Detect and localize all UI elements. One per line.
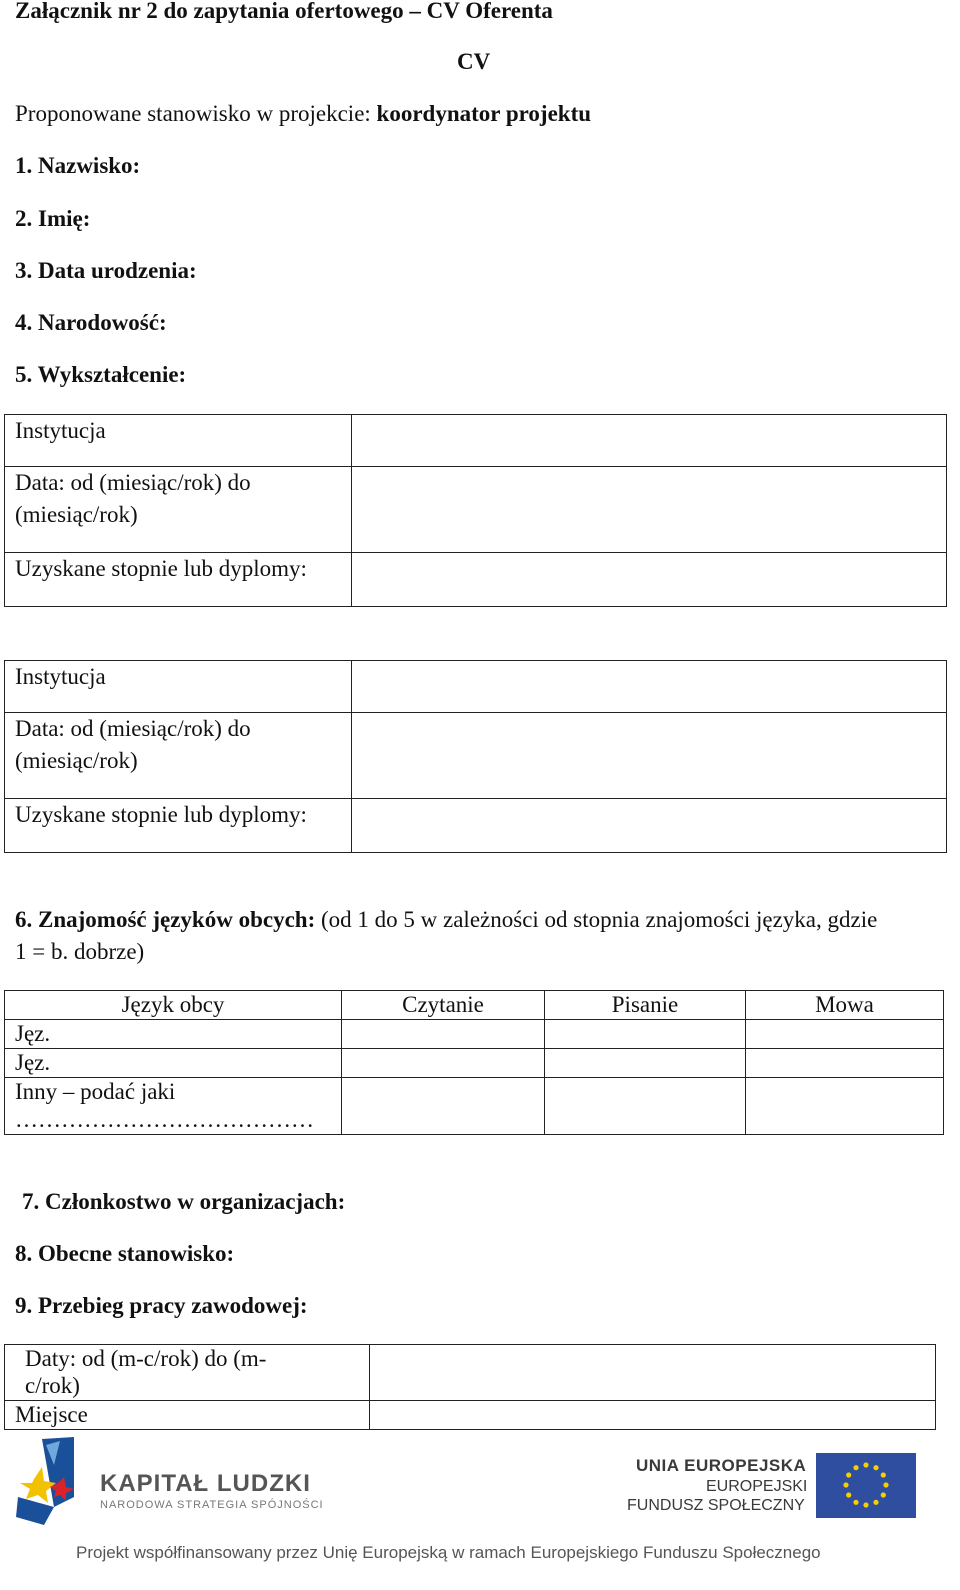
work-place-label: Miejsce [5, 1401, 370, 1430]
writing-cell[interactable] [545, 1078, 746, 1135]
education-table-1 [4, 414, 947, 607]
field-nationality: 4. Narodowość: [15, 310, 167, 335]
annex-title: Załącznik nr 2 do zapytania ofertowego – CV Oferenta [15, 0, 553, 23]
cv-title: CV [457, 49, 491, 74]
languages-heading: 6. Znajomość języków obcych: (od 1 do 5 w zależności od stopnia znajomości języka, gdzie [15, 907, 878, 932]
writing-cell[interactable] [545, 1049, 746, 1078]
ue-line3: FUNDUSZ SPOŁECZNY [627, 1497, 805, 1514]
reading-cell[interactable] [342, 1020, 545, 1049]
cofinance-note: Projekt współfinansowany przez Unię Europejską w ramach Europejskiego Funduszu Społecznego [76, 1543, 821, 1562]
eu-flag-icon [816, 1453, 916, 1518]
institution-label: Instytucja [5, 415, 352, 467]
degrees-value-cell[interactable] [352, 799, 947, 853]
institution-value-cell[interactable] [352, 661, 947, 713]
languages-table [4, 990, 944, 1135]
work-dates-value-cell[interactable] [370, 1345, 936, 1401]
col-speaking: Mowa [746, 991, 944, 1020]
degrees-label: Uzyskane stopnie lub dyplomy: [5, 553, 352, 607]
field-first-name: 2. Imię: [15, 206, 91, 231]
proposed-position-value: koordynator projektu [376, 101, 592, 126]
degrees-value-cell[interactable] [352, 553, 947, 607]
reading-cell[interactable] [342, 1049, 545, 1078]
field-birth-date: 3. Data urodzenia: [15, 258, 197, 283]
speaking-cell[interactable] [746, 1049, 944, 1078]
membership-heading: 7. Członkostwo w organizacjach: [22, 1189, 346, 1214]
proposed-position-label: Proponowane stanowisko w projekcie: [15, 101, 377, 126]
work-history-heading: 9. Przebieg pracy zawodowej: [15, 1293, 308, 1318]
institution-value-cell[interactable] [352, 415, 947, 467]
education-table-2 [4, 660, 947, 853]
institution-label: Instytucja [5, 661, 352, 713]
date-range-value-cell[interactable] [352, 713, 947, 799]
reading-cell[interactable] [342, 1078, 545, 1135]
date-range-value-cell[interactable] [352, 467, 947, 553]
work-place-value-cell[interactable] [370, 1401, 936, 1430]
kl-subtitle: NARODOWA STRATEGIA SPÓJNOŚCI [100, 1499, 324, 1511]
kapital-ludzki-logo-icon [14, 1437, 80, 1527]
speaking-cell[interactable] [746, 1078, 944, 1135]
language-row-label: Jęz. [5, 1049, 342, 1078]
degrees-label: Uzyskane stopnie lub dyplomy: [5, 799, 352, 853]
language-row-label: Jęz. [5, 1020, 342, 1049]
date-range-label: Data: od (miesiąc/rok) do (miesiąc/rok) [5, 713, 352, 799]
date-range-label: Data: od (miesiąc/rok) do (miesiąc/rok) [5, 467, 352, 553]
speaking-cell[interactable] [746, 1020, 944, 1049]
field-education: 5. Wykształcenie: [15, 362, 187, 387]
current-position-heading: 8. Obecne stanowisko: [15, 1241, 235, 1266]
kl-title: KAPITAŁ LUDZKI [100, 1470, 311, 1497]
ue-line2: EUROPEJSKI [706, 1478, 808, 1495]
col-writing: Pisanie [545, 991, 746, 1020]
work-dates-label: Daty: od (m-c/rok) do (m- c/rok) [5, 1345, 370, 1401]
col-language: Język obcy [5, 991, 342, 1020]
col-reading: Czytanie [342, 991, 545, 1020]
other-language-label: Inny – podać jaki ………………………………… [5, 1078, 342, 1135]
proposed-position [15, 98, 591, 130]
ue-title: UNIA EUROPEJSKA [636, 1456, 807, 1475]
work-history-table [4, 1344, 936, 1430]
languages-heading-line2: 1 = b. dobrze) [15, 939, 145, 964]
field-surname: 1. Nazwisko: [15, 153, 141, 178]
writing-cell[interactable] [545, 1020, 746, 1049]
